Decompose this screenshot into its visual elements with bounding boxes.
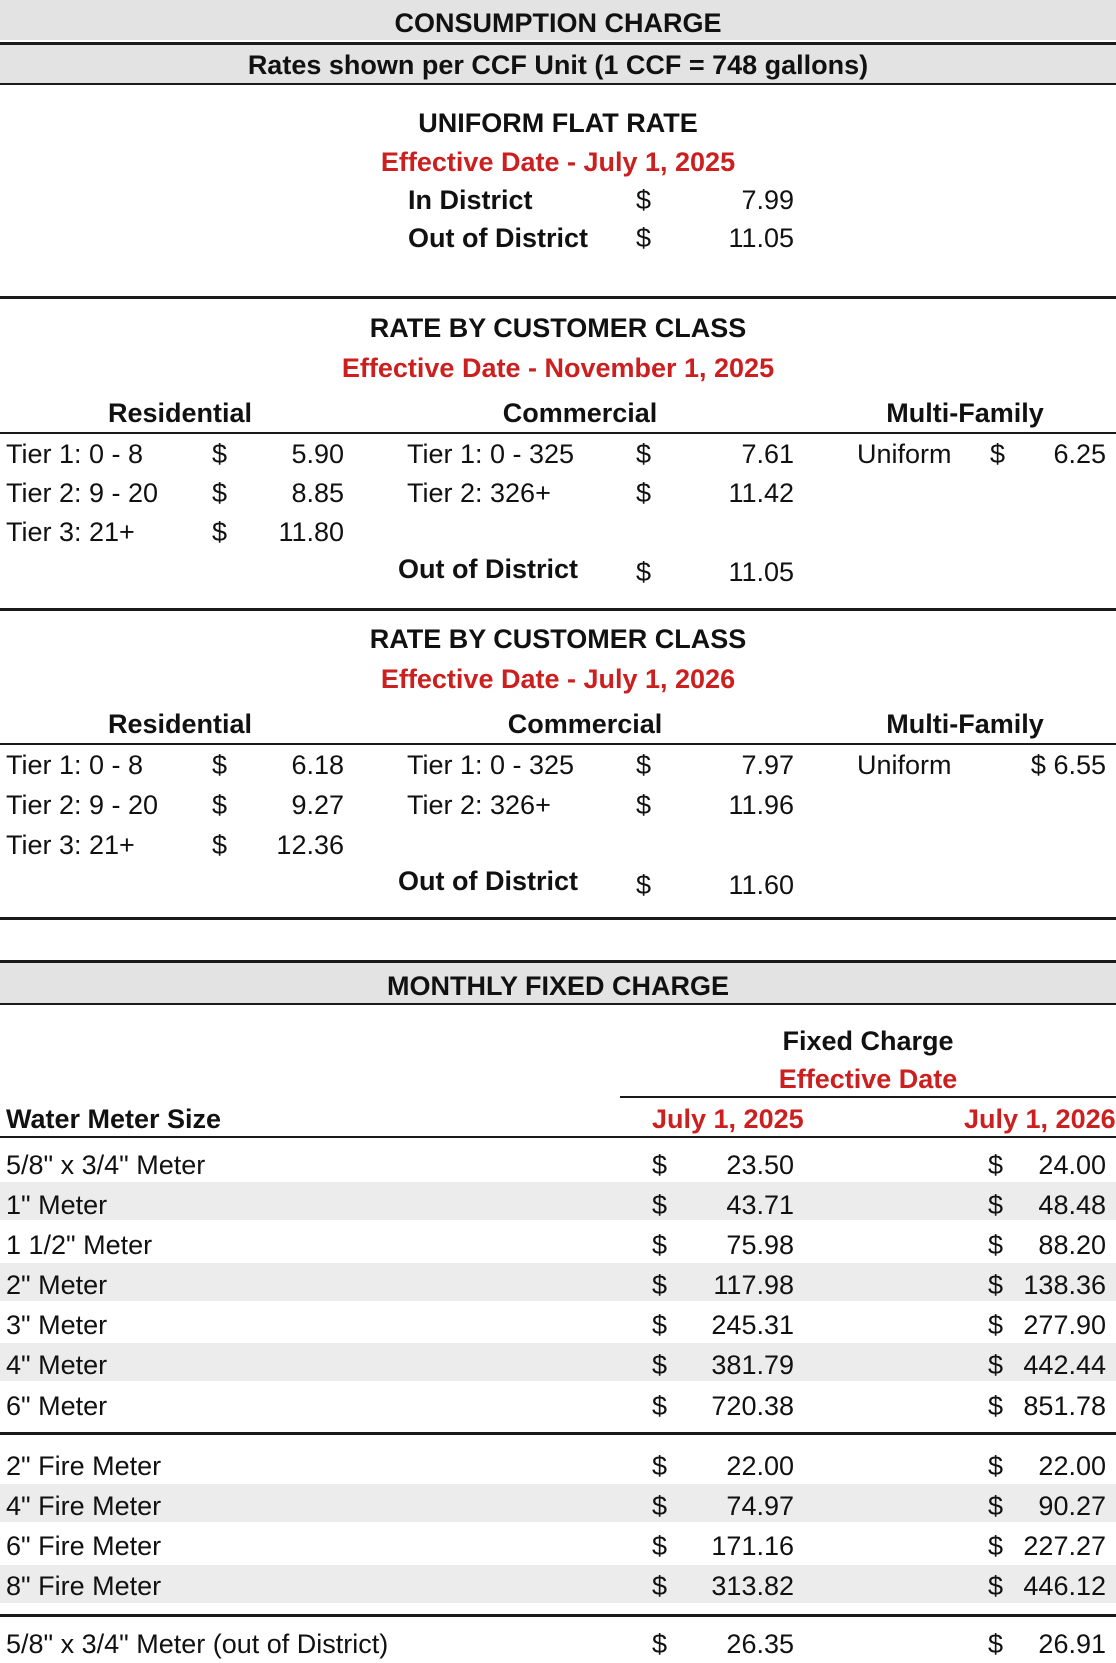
commercial-out-of-district-rate: 11.60 xyxy=(728,870,794,900)
meter-size: 6" Meter xyxy=(6,1391,108,1421)
row-stripe xyxy=(0,1484,1116,1522)
in-district-rate: 7.99 xyxy=(741,185,794,215)
commercial-out-of-district-label: Out of District xyxy=(398,866,578,896)
currency-symbol: $ xyxy=(636,185,652,215)
currency-symbol: $ xyxy=(212,830,228,860)
currency-symbol: $ xyxy=(652,1190,668,1220)
currency-symbol: $ xyxy=(988,1150,1004,1180)
residential-heading: Residential xyxy=(107,709,253,739)
currency-symbol: $ xyxy=(988,1190,1004,1220)
currency-symbol: $ xyxy=(636,750,652,780)
charge-2025: 43.71 xyxy=(726,1190,794,1220)
residential-tier-2-rate: 8.85 xyxy=(291,478,344,508)
meter-size: 3" Meter xyxy=(6,1310,108,1340)
class-rate-effective-date: Effective Date - November 1, 2025 xyxy=(341,353,775,383)
charge-2025: 75.98 xyxy=(726,1230,794,1260)
fire-meter-size: 8" Fire Meter xyxy=(6,1571,162,1601)
charge-2025: 117.98 xyxy=(713,1270,794,1300)
charge-2025: 171.16 xyxy=(711,1531,794,1561)
commercial-tier-1-label: Tier 1: 0 - 325 xyxy=(407,439,575,469)
residential-tier-3-label: Tier 3: 21+ xyxy=(6,517,135,547)
meter-size: 2" Meter xyxy=(6,1270,108,1300)
date-2026-header: July 1, 2026 xyxy=(964,1104,1116,1134)
divider xyxy=(0,1136,1116,1138)
currency-symbol: $ xyxy=(988,1571,1004,1601)
charge-2026: 22.00 xyxy=(1038,1451,1106,1481)
divider xyxy=(0,608,1116,611)
fixed-charge-column-header: Fixed Charge xyxy=(782,1026,954,1056)
commercial-out-of-district-rate: 11.05 xyxy=(728,557,794,587)
meter-size: 1" Meter xyxy=(6,1190,108,1220)
charge-2025: 22.00 xyxy=(726,1451,794,1481)
in-district-label: In District xyxy=(408,185,533,215)
residential-tier-2-label: Tier 2: 9 - 20 xyxy=(6,790,159,820)
charge-2026: 851.78 xyxy=(1023,1391,1106,1421)
charge-2025: 313.82 xyxy=(711,1571,794,1601)
currency-symbol: $ xyxy=(636,557,652,587)
currency-symbol: $ xyxy=(636,439,652,469)
charge-2025: 74.97 xyxy=(726,1491,794,1521)
charge-2026: 24.00 xyxy=(1038,1150,1106,1180)
fire-meter-size: 4" Fire Meter xyxy=(6,1491,162,1521)
commercial-tier-2-rate: 11.42 xyxy=(728,478,794,508)
class-rate-title: RATE BY CUSTOMER CLASS xyxy=(369,624,747,654)
commercial-tier-1-rate: 7.61 xyxy=(741,439,794,469)
currency-symbol: $ xyxy=(636,223,652,253)
meter-size: 5/8" x 3/4" Meter xyxy=(6,1150,206,1180)
currency-symbol: $ xyxy=(652,1451,668,1481)
currency-symbol: $ xyxy=(988,1270,1004,1300)
residential-tier-3-rate: 12.36 xyxy=(276,830,344,860)
fixed-charge-title: MONTHLY FIXED CHARGE xyxy=(0,960,1116,1005)
flat-rate-title: UNIFORM FLAT RATE xyxy=(418,108,698,138)
fire-meter-size: 6" Fire Meter xyxy=(6,1531,162,1561)
divider xyxy=(0,917,1116,920)
multifamily-uniform-rate: 6.25 xyxy=(1053,439,1106,469)
currency-symbol: $ xyxy=(988,1491,1004,1521)
multifamily-heading: Multi-Family xyxy=(886,709,1044,739)
currency-symbol: $ xyxy=(652,1391,668,1421)
currency-symbol: $ xyxy=(988,1391,1004,1421)
currency-symbol: $ xyxy=(988,1451,1004,1481)
residential-tier-2-rate: 9.27 xyxy=(291,790,344,820)
commercial-tier-2-label: Tier 2: 326+ xyxy=(407,478,551,508)
water-meter-size-header: Water Meter Size xyxy=(6,1104,222,1134)
class-rate-title: RATE BY CUSTOMER CLASS xyxy=(369,313,747,343)
charge-2025: 245.31 xyxy=(711,1310,794,1340)
currency-symbol: $ xyxy=(988,1310,1004,1340)
consumption-title: CONSUMPTION CHARGE xyxy=(0,0,1116,40)
divider xyxy=(0,743,1116,745)
charge-2026: 48.48 xyxy=(1038,1190,1106,1220)
currency-symbol: $ xyxy=(988,1350,1004,1380)
currency-symbol: $ xyxy=(652,1629,668,1659)
commercial-tier-2-label: Tier 2: 326+ xyxy=(407,790,551,820)
residential-tier-3-rate: 11.80 xyxy=(278,517,344,547)
row-stripe xyxy=(0,1182,1116,1220)
currency-symbol: $ xyxy=(652,1571,668,1601)
residential-tier-1-rate: 5.90 xyxy=(291,439,344,469)
residential-tier-3-label: Tier 3: 21+ xyxy=(6,830,135,860)
charge-2026: 88.20 xyxy=(1038,1230,1106,1260)
currency-symbol: $ xyxy=(652,1350,668,1380)
currency-symbol: $ xyxy=(988,1230,1004,1260)
currency-symbol: $ xyxy=(636,478,652,508)
divider xyxy=(0,1614,1116,1617)
currency-symbol: $ xyxy=(636,790,652,820)
charge-2025: 26.35 xyxy=(726,1629,794,1659)
currency-symbol: $ xyxy=(988,1629,1004,1659)
divider xyxy=(0,1003,1116,1005)
commercial-tier-1-label: Tier 1: 0 - 325 xyxy=(407,750,575,780)
multifamily-uniform-rate: $ 6.55 xyxy=(1030,750,1106,780)
currency-symbol: $ xyxy=(988,1531,1004,1561)
multifamily-heading: Multi-Family xyxy=(886,398,1044,428)
commercial-heading: Commercial xyxy=(507,709,663,739)
commercial-tier-2-rate: 11.96 xyxy=(728,790,794,820)
row-stripe xyxy=(0,1343,1116,1381)
residential-tier-1-label: Tier 1: 0 - 8 xyxy=(6,439,144,469)
divider xyxy=(0,83,1116,85)
divider xyxy=(0,1432,1116,1435)
divider xyxy=(0,296,1116,299)
charge-2025: 381.79 xyxy=(711,1350,794,1380)
out-of-district-label: Out of District xyxy=(408,223,588,253)
consumption-subtitle: Rates shown per CCF Unit (1 CCF = 748 gallons) xyxy=(0,42,1116,83)
divider xyxy=(620,1096,1116,1098)
class-rate-effective-date: Effective Date - July 1, 2026 xyxy=(380,664,736,694)
charge-2026: 277.90 xyxy=(1023,1310,1106,1340)
row-stripe xyxy=(0,1565,1116,1603)
multifamily-uniform-label: Uniform xyxy=(857,439,952,469)
charge-2026: 26.91 xyxy=(1038,1629,1106,1659)
out-of-district-meter-size: 5/8" x 3/4" Meter (out of District) xyxy=(6,1629,389,1659)
date-2025-header: July 1, 2025 xyxy=(652,1104,804,1134)
currency-symbol: $ xyxy=(990,439,1006,469)
charge-2026: 446.12 xyxy=(1023,1571,1106,1601)
currency-symbol: $ xyxy=(212,750,228,780)
divider xyxy=(0,432,1116,434)
currency-symbol: $ xyxy=(652,1531,668,1561)
flat-rate-effective-date: Effective Date - July 1, 2025 xyxy=(380,147,736,177)
multifamily-uniform-label: Uniform xyxy=(857,750,952,780)
row-stripe xyxy=(0,1263,1116,1301)
charge-2026: 138.36 xyxy=(1023,1270,1106,1300)
charge-2025: 23.50 xyxy=(726,1150,794,1180)
fixed-charge-effective-label: Effective Date xyxy=(778,1064,958,1094)
residential-tier-2-label: Tier 2: 9 - 20 xyxy=(6,478,159,508)
currency-symbol: $ xyxy=(652,1150,668,1180)
commercial-heading: Commercial xyxy=(502,398,658,428)
currency-symbol: $ xyxy=(652,1491,668,1521)
currency-symbol: $ xyxy=(652,1270,668,1300)
currency-symbol: $ xyxy=(652,1310,668,1340)
meter-size: 1 1/2" Meter xyxy=(6,1230,153,1260)
currency-symbol: $ xyxy=(652,1230,668,1260)
residential-heading: Residential xyxy=(107,398,253,428)
residential-tier-1-rate: 6.18 xyxy=(291,750,344,780)
commercial-out-of-district-label: Out of District xyxy=(398,554,578,584)
currency-symbol: $ xyxy=(212,439,228,469)
residential-tier-1-label: Tier 1: 0 - 8 xyxy=(6,750,144,780)
commercial-tier-1-rate: 7.97 xyxy=(741,750,794,780)
fire-meter-size: 2" Fire Meter xyxy=(6,1451,162,1481)
charge-2025: 720.38 xyxy=(711,1391,794,1421)
currency-symbol: $ xyxy=(212,517,228,547)
meter-size: 4" Meter xyxy=(6,1350,108,1380)
currency-symbol: $ xyxy=(636,870,652,900)
charge-2026: 90.27 xyxy=(1038,1491,1106,1521)
currency-symbol: $ xyxy=(212,478,228,508)
charge-2026: 227.27 xyxy=(1023,1531,1106,1561)
out-of-district-rate: 11.05 xyxy=(728,223,794,253)
charge-2026: 442.44 xyxy=(1023,1350,1106,1380)
currency-symbol: $ xyxy=(212,790,228,820)
